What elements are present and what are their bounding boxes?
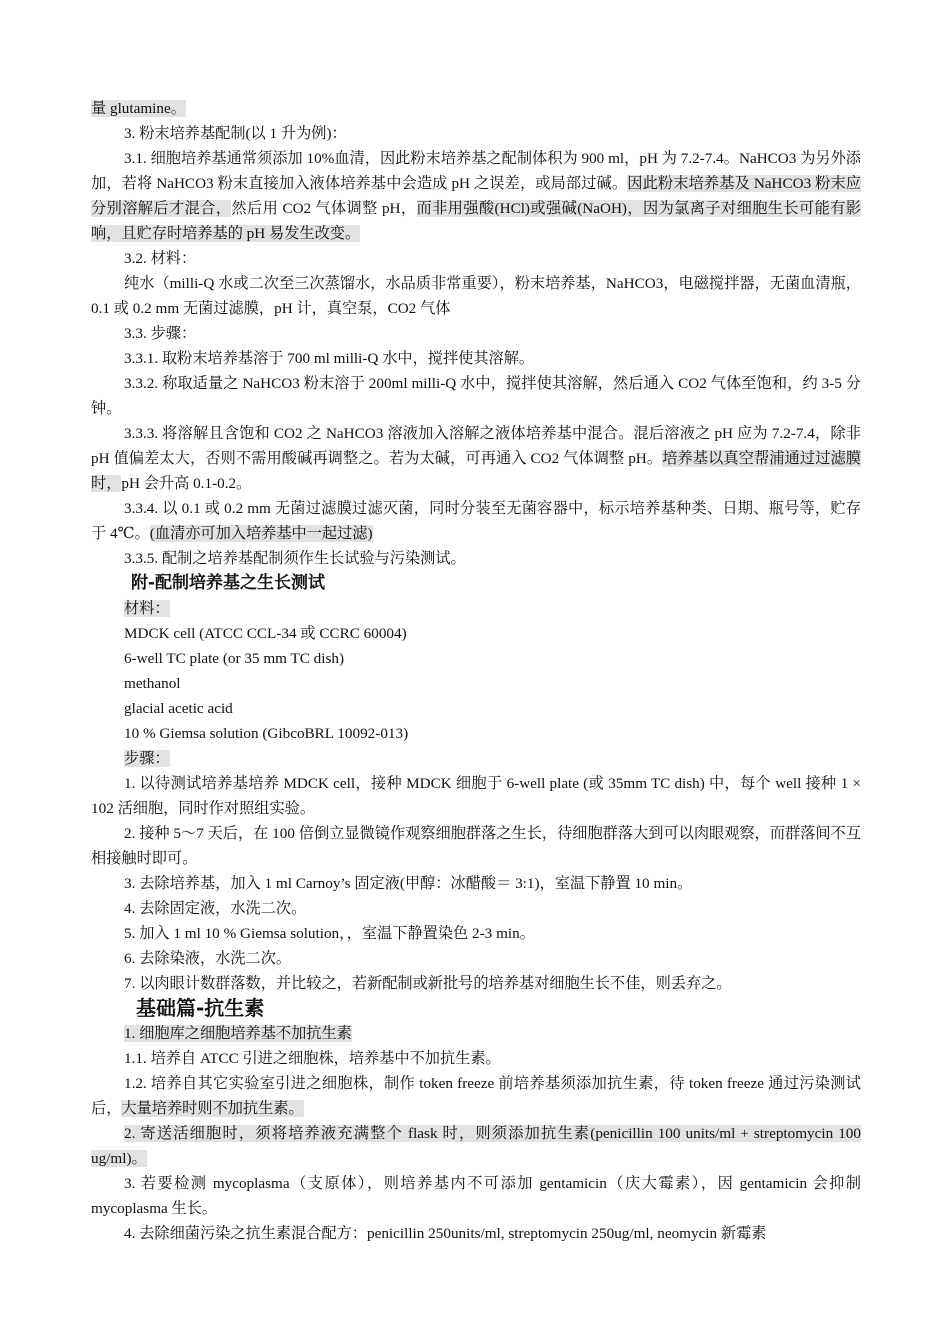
paragraph	[91, 146, 861, 246]
highlighted-text: 培养基以真空帮浦通过过滤膜时，	[91, 450, 861, 492]
text-run: 然后用 CO2 气体调整 pH，	[231, 200, 417, 217]
highlighted-text: 大量培养时则不加抗生素。	[121, 1100, 304, 1117]
paragraph: 7. 以肉眼计数群落数，并比较之，若新配制或新批号的培养基对细胞生长不佳，则丢弃之。	[124, 975, 732, 992]
paragraph	[91, 496, 861, 546]
section-title: 基础篇-抗生素	[136, 996, 265, 1020]
paragraph	[91, 1021, 861, 1046]
list-item: 6-well TC plate (or 35 mm TC dish)	[124, 650, 345, 667]
highlighted-text: 而非用强酸(HCl)或强碱(NaOH)，因为氯离子对细胞生长可能有影响，且贮存时培养基的 pH 易发生改变。	[91, 200, 861, 242]
text-run: pH 会升高 0.1-0.2。	[121, 475, 252, 492]
list-item: glacial acetic acid	[124, 700, 233, 717]
section-heading: 附-配制培养基之生长测试	[131, 573, 326, 593]
paragraph: 3. 若要检测 mycoplasma（支原体），则培养基内不可添加 gentamicin（庆大霉素），因 gentamicin 会抑制 mycoplasma 生长。	[91, 1175, 861, 1217]
paragraph	[91, 1121, 861, 1171]
paragraph: 3.3.1. 取粉末培养基溶于 700 ml milli-Q 水中，搅拌使其溶解。	[124, 350, 535, 367]
paragraph: 3.3. 步骤：	[124, 325, 197, 342]
text-run: 3.3.3. 将溶解且含饱和 CO2 之 NaHCO3 溶液加入溶解之液体培养基中混合。混后溶液之 pH 应为 7.2-7.4，除非 pH 值偏差太大，否则不需用酸碱再调整之。若为太碱，可再通入 CO2 气体调整 pH。	[91, 425, 861, 467]
paragraph: 1.1. 培养自 ATCC 引进之细胞株，培养基中不加抗生素。	[124, 1050, 501, 1067]
highlighted-text: 材料：	[124, 600, 170, 617]
paragraph	[91, 96, 861, 121]
paragraph: 3.3.2. 称取适量之 NaHCO3 粉末溶于 200ml milli-Q 水中，搅拌使其溶解，然后通入 CO2 气体至饱和，约 3-5 分钟。	[91, 375, 861, 417]
highlighted-text: (血清亦可加入培养基中一起过滤)	[149, 525, 373, 542]
paragraph: 2. 接种 5～7 天后，在 100 倍倒立显微镜作观察细胞群落之生长，待细胞群落大到可以肉眼观察，而群落间不互相接触时即可。	[91, 825, 861, 867]
highlighted-text: 1. 细胞库之细胞培养基不加抗生素	[124, 1025, 352, 1042]
paragraph: 3.2. 材料：	[124, 250, 197, 267]
paragraph	[91, 746, 861, 771]
document-body	[91, 96, 861, 1246]
paragraph: 3. 去除培养基，加入 1 ml Carnoy’s 固定液(甲醇：冰醋酸＝ 3:1)，室温下静置 10 min。	[124, 875, 693, 892]
paragraph	[91, 421, 861, 496]
paragraph: 3. 粉末培养基配制(以 1 升为例)：	[124, 125, 347, 142]
list-item: methanol	[124, 675, 181, 692]
paragraph: 6. 去除染液，水洗二次。	[124, 950, 292, 967]
paragraph: 4. 去除细菌污染之抗生素混合配方：penicillin 250units/ml, streptomycin 250ug/ml, neomycin 新霉素	[124, 1225, 767, 1242]
text-run: 1.2. 培养自其它实验室引进之细胞株，制作 token freeze 前培养基须添加抗生素，待 token freeze 通过污染测试后，	[91, 1075, 861, 1117]
highlighted-text: 2. 寄送活细胞时，须将培养液充满整个 flask 时，则须添加抗生素(penicillin 100 units/ml + streptomycin 100 ug/ml)。	[91, 1125, 861, 1167]
paragraph	[91, 1071, 861, 1121]
highlighted-text: 量 glutamine。	[91, 100, 186, 117]
text-run: 3.3.4. 以 0.1 或 0.2 mm 无菌过滤膜过滤灭菌，同时分装至无菌容器中，标示培养基种类、日期、瓶号等，贮存于 4℃。	[91, 500, 861, 542]
text-run: 3.1. 细胞培养基通常须添加 10%血清，因此粉末培养基之配制体积为 900 ml，pH 为 7.2-7.4。NaHCO3 为另外添加，若将 NaHCO3 粉末直接加入液体培养基中会造成 pH 之误差，或局部过碱。	[91, 150, 861, 192]
paragraph: 1. 以待测试培养基培养 MDCK cell，接种 MDCK 细胞于 6-well plate (或 35mm TC dish) 中，每个 well 接种 1 × 102 活细胞，同时作对照组实验。	[91, 775, 861, 817]
paragraph: 4. 去除固定液，水洗二次。	[124, 900, 307, 917]
paragraph: 3.3.5. 配制之培养基配制须作生长试验与污染测试。	[124, 550, 466, 567]
paragraph: 5. 加入 1 ml 10 % Giemsa solution，，室温下静置染色 2-3 min。	[124, 925, 535, 942]
paragraph: 纯水（milli-Q 水或二次至三次蒸馏水，水品质非常重要），粉末培养基，NaHCO3，电磁搅拌器，无菌血清瓶，0.1 或 0.2 mm 无菌过滤膜，pH 计，真空泵，CO2 气体	[91, 275, 861, 317]
highlighted-text: 因此粉末培养基及 NaHCO3 粉末应分别溶解后才混合，	[91, 175, 861, 217]
list-item: MDCK cell (ATCC CCL-34 或 CCRC 60004)	[124, 625, 407, 642]
list-item: 10 % Giemsa solution (GibcoBRL 10092-013)	[124, 725, 409, 742]
paragraph	[91, 596, 861, 621]
highlighted-text: 步骤：	[124, 750, 170, 767]
